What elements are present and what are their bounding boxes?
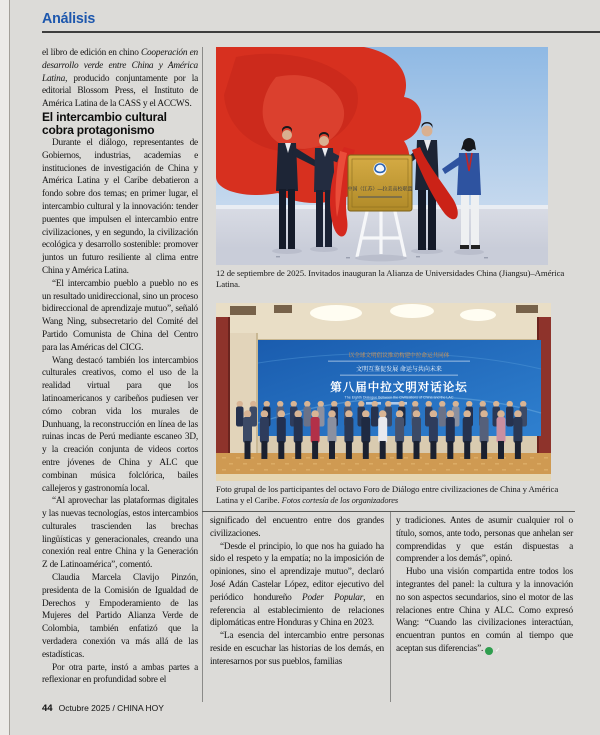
photo-credit: Fotos cortesía de los organizadores [281, 496, 399, 505]
issue-info: Octubre 2025 / CHINA HOY [58, 703, 164, 713]
paragraph: y tradiciones. Antes de asumir cualquier rol o título, somos, ante todo, personas que anhelan ser comprendidas y que están dispuestas a comprender a los demás”, opinó. [396, 516, 573, 565]
header-rule [42, 31, 600, 33]
paragraph: Hubo una visión compartida entre todos los integrantes del panel: la cultura y la innovación no son aspectos secundarios, sino el motor de las relaciones entre China y ALC. Como expresó Wang: “Cuando las civilizaciones interactúan, encuentran puntos en común al tiempo que aceptan sus diferencias”. ✓ [396, 567, 573, 654]
article-column-3 [396, 515, 573, 656]
unveiled-plaque [347, 155, 412, 211]
photo2-caption: Foto grupal de los participantes del octavo Foro de Diálogo entre civilizaciones de China y América Latina y el Caribe. Fotos cortesía de los organizadores [216, 484, 559, 505]
paragraph: “La esencia del intercambio entre personas reside en escuchar las historias de los demás, en interesarnos por sus pueblos, familias [210, 631, 384, 667]
article-subhead: El intercambio cultural cobra protagonismo [42, 109, 167, 137]
paragraph: significado del encuentro entre dos grandes civilizaciones. [210, 516, 384, 539]
photo1-caption: 12 de septiembre de 2025. Invitados inauguran la Alianza de Universidades China (Jiangsu)–América Latina. [216, 268, 565, 289]
photo-forum-group [216, 303, 551, 481]
banner-subtitle-en: The Eighth Dialogue Between the Civilizations of China and the LAC [344, 395, 454, 400]
photo-unveiling-ceremony [216, 47, 548, 265]
article-column-2 [210, 515, 384, 669]
paragraph: Por otra parte, instó a ambas partes a reflexionar en profundidad sobre el [42, 662, 198, 686]
page-fold-line [9, 0, 10, 735]
paragraph: Wang destacó también los intercambios culturales creativos, como el uso de la realidad virtual para que los latinoamericanos y caribeños pudiesen ver cómo cobran vida los murales de Dunhuang, la reconstrucción en línea de las ruinas incas de Perú mediante escaneo 3D, y la creación conjunta de videos cortos entre jóvenes de China y ALC que combinan música folclórica, bailes callejeros y gastronomía local. [42, 355, 198, 494]
column-divider-bottom [390, 512, 391, 702]
paragraph: Durante el diálogo, representantes de Gobiernos, industrias, academias e instituciones de investigación de China y América Latina y el Caribe debatieron a fondo sobre dos temas; en primer lugar, el intercambio cultural y la innovación: tender puentes que impulsen el intercambio entre civilizaciones, y en segundo, la civilización ecológica y desarrollo sostenible: promover juntos un futuro resiliente al clima entre China y América Latina. [42, 137, 198, 276]
banner-slogan-top: 以全球文明倡议推动构建中拉命运共同体 [348, 353, 450, 359]
bottom-block-rule [202, 511, 575, 512]
banner-slogan-mid: 文明互鉴促发展 命运与共向未来 [356, 367, 442, 373]
ceiling [216, 303, 551, 343]
page-footer [42, 703, 164, 714]
paragraph: Claudia Marcela Clavijo Pinzón, presidenta de la Comisión de Igualdad de Derechos y Empoderamiento de las Mujeres del Partido Alianza Verde de Colombia, también enfatizó que la verdadera conexión va más allá de las estadísticas. [42, 573, 198, 660]
page-number: 44 [42, 703, 53, 714]
paragraph: “Desde el principio, lo que nos ha guiado ha sido el respeto y la empatía; no la imposición de opiniones, sino el aprendizaje mutuo”, declaró José Adán Castelar López, editor ejecutivo del periódico hondureño Poder Popular, en referencia al establecimiento de relaciones diplomáticas entre Honduras y China en 2023. [210, 541, 384, 629]
section-label: Análisis [42, 10, 96, 27]
paragraph: el libro de edición en chino Cooperación en desarrollo verde entre China y América Latina, producido conjuntamente por la editorial Blossom Press, el Instituto de América Latina de la CASS y el ACCWS. [42, 48, 198, 110]
plaque-text: 中国（江苏）—拉美高校联盟 [347, 186, 413, 193]
article-end-icon: ✓ [485, 647, 493, 655]
banner-title: 第八届中拉文明对话论坛 [330, 382, 468, 394]
paragraph: “Al aprovechar las plataformas digitales y las nuevas tecnologías, estos intercambios culturales trascienden las brechas lingüísticas y generacionales, creando una conexión real entre China y la Generación Z de Latinoamérica”, comentó. [42, 496, 198, 571]
article-column-1 [42, 47, 198, 687]
column-divider-left [202, 47, 203, 702]
paragraph: “El intercambio pueblo a pueblo no es un resultado unidireccional, sino un proceso bidireccional de aprendizaje mutuo”, señaló Wang Ning, subsecretario del Comité del Partido Comunista de China del Centro para las Américas del CICG. [42, 278, 198, 353]
